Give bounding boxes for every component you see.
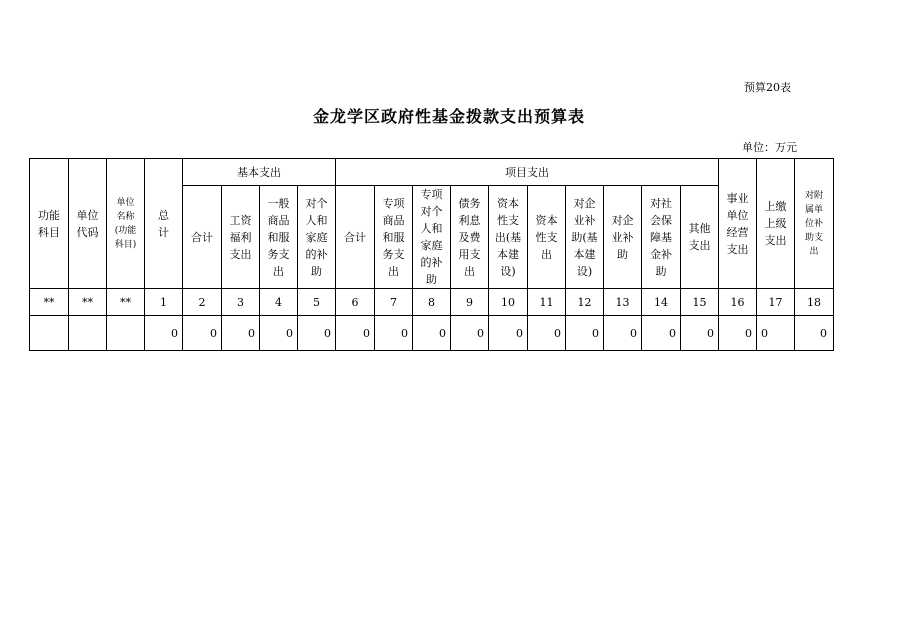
data-cell: 0 bbox=[681, 316, 719, 351]
header-basic-goods: 一般 商品 和服 务支 出 bbox=[260, 186, 298, 289]
index-cell: 8 bbox=[413, 289, 451, 316]
index-cell: 17 bbox=[757, 289, 795, 316]
index-cell: ** bbox=[30, 289, 69, 316]
header-proj-total: 合计 bbox=[336, 186, 375, 289]
header-basic-individual: 对个 人和 家庭 的补 助 bbox=[298, 186, 336, 289]
index-cell: 9 bbox=[451, 289, 489, 316]
header-func-subject: 功能 科目 bbox=[30, 159, 69, 289]
index-cell: 15 bbox=[681, 289, 719, 316]
header-basic-wage: 工资 福利 支出 bbox=[222, 186, 260, 289]
header-proj-capital-build: 资本 性支 出(基 本建 设) bbox=[489, 186, 528, 289]
data-cell: 0 bbox=[222, 316, 260, 351]
data-cell: 0 bbox=[375, 316, 413, 351]
index-cell: 3 bbox=[222, 289, 260, 316]
data-cell: 0 bbox=[642, 316, 681, 351]
header-group-basic: 基本支出 bbox=[183, 159, 336, 186]
data-cell bbox=[107, 316, 145, 351]
header-proj-enterprise-build: 对企 业补 助(基 本建 设) bbox=[566, 186, 604, 289]
data-cell: 0 bbox=[566, 316, 604, 351]
index-cell: 6 bbox=[336, 289, 375, 316]
data-cell: 0 bbox=[260, 316, 298, 351]
data-cell bbox=[69, 316, 107, 351]
data-cell: 0 bbox=[719, 316, 757, 351]
header-total: 总 计 bbox=[145, 159, 183, 289]
index-cell: 5 bbox=[298, 289, 336, 316]
header-proj-social: 对社 会保 障基 金补 助 bbox=[642, 186, 681, 289]
header-unit-name: 单位 名称 (功能 科目) bbox=[107, 159, 145, 289]
form-number: 预算20表 bbox=[744, 81, 791, 94]
unit-label: 单位：万元 bbox=[742, 141, 797, 154]
data-cell: 0 bbox=[336, 316, 375, 351]
index-row bbox=[30, 289, 834, 316]
index-cell: 16 bbox=[719, 289, 757, 316]
data-row bbox=[30, 316, 834, 351]
data-cell: 0 bbox=[795, 316, 834, 351]
data-cell: 0 bbox=[604, 316, 642, 351]
header-proj-debt: 债务 利息 及费 用支 出 bbox=[451, 186, 489, 289]
index-cell: 11 bbox=[528, 289, 566, 316]
header-basic-total: 合计 bbox=[183, 186, 222, 289]
header-subsidiary: 对附 属单 位补 助支 出 bbox=[795, 159, 834, 289]
index-cell: 14 bbox=[642, 289, 681, 316]
header-group-project: 项目支出 bbox=[336, 159, 719, 186]
data-cell: 0 bbox=[413, 316, 451, 351]
index-cell: 1 bbox=[145, 289, 183, 316]
data-cell: 0 bbox=[489, 316, 528, 351]
data-cell: 0 bbox=[528, 316, 566, 351]
data-cell: 0 bbox=[145, 316, 183, 351]
header-proj-capital: 资本 性支 出 bbox=[528, 186, 566, 289]
data-cell bbox=[30, 316, 69, 351]
page-title: 金龙学区政府性基金拨款支出预算表 bbox=[312, 107, 585, 126]
index-cell: 12 bbox=[566, 289, 604, 316]
header-remit: 上缴 上级 支出 bbox=[757, 159, 795, 289]
header-proj-goods: 专项 商品 和服 务支 出 bbox=[375, 186, 413, 289]
index-cell: ** bbox=[69, 289, 107, 316]
header-proj-other: 其他 支出 bbox=[681, 186, 719, 289]
index-cell: 10 bbox=[489, 289, 528, 316]
data-cell: 0 bbox=[451, 316, 489, 351]
index-cell: 4 bbox=[260, 289, 298, 316]
index-cell: 2 bbox=[183, 289, 222, 316]
index-cell: 7 bbox=[375, 289, 413, 316]
header-proj-individual: 专项 对个 人和 家庭 的补 助 bbox=[413, 186, 451, 289]
data-cell: 0 bbox=[757, 316, 795, 351]
header-proj-enterprise: 对企 业补 助 bbox=[604, 186, 642, 289]
index-cell: ** bbox=[107, 289, 145, 316]
data-cell: 0 bbox=[183, 316, 222, 351]
index-cell: 18 bbox=[795, 289, 834, 316]
index-cell: 13 bbox=[604, 289, 642, 316]
header-unit-code: 单位 代码 bbox=[69, 159, 107, 289]
header-business: 事业 单位 经营 支出 bbox=[719, 159, 757, 289]
budget-table bbox=[29, 158, 834, 351]
data-cell: 0 bbox=[298, 316, 336, 351]
